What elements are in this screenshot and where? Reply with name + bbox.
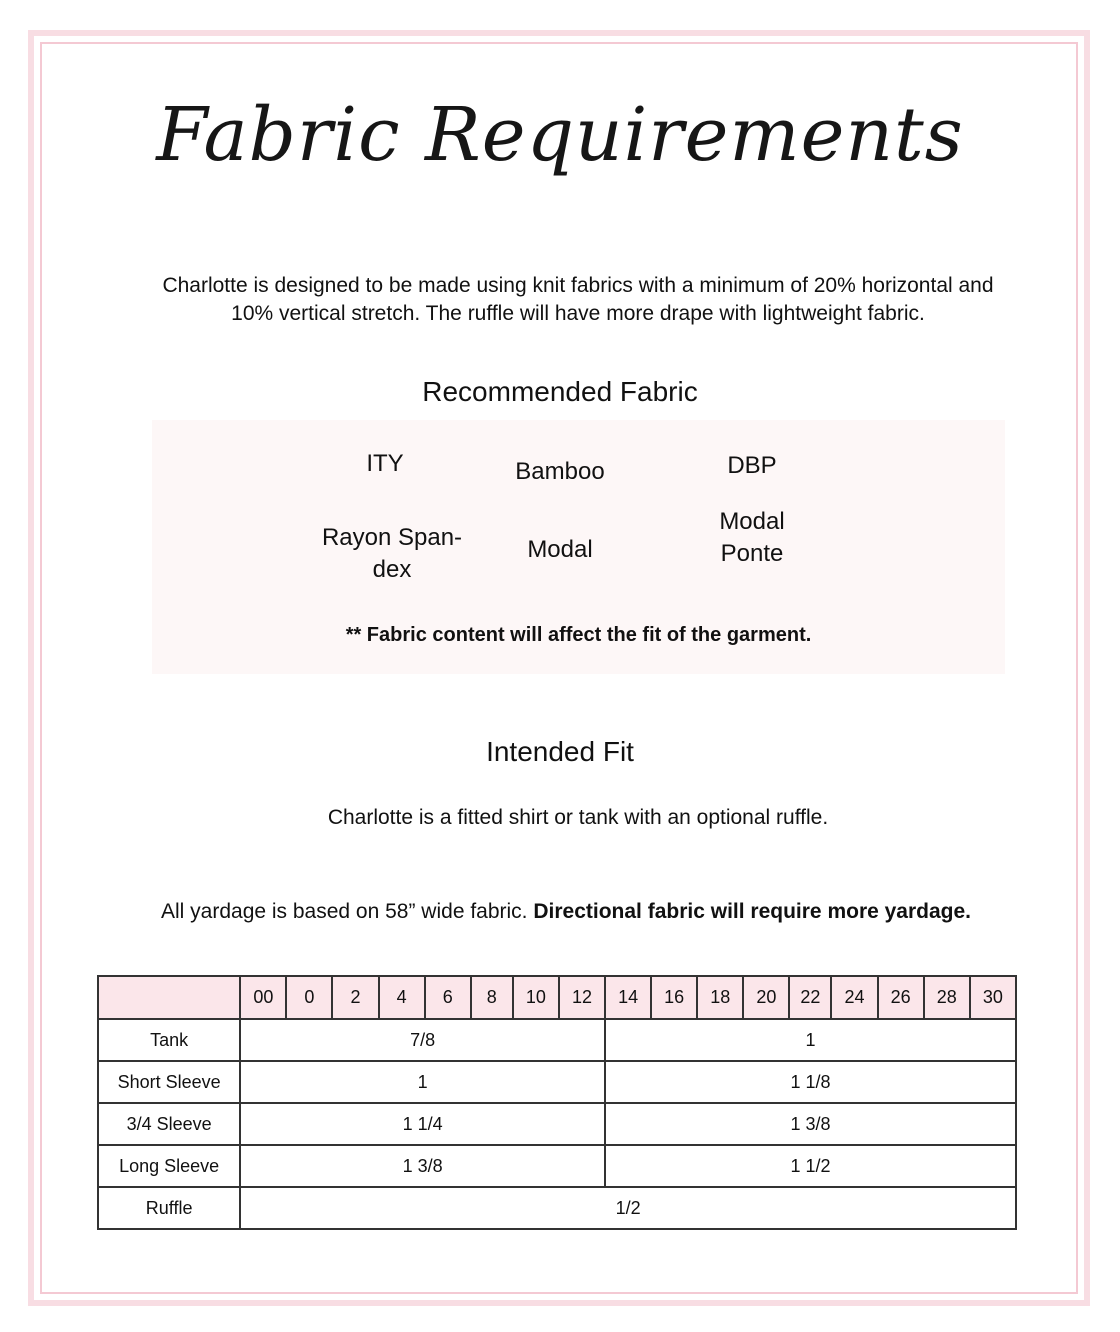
size-header-cell: 4: [379, 976, 425, 1019]
size-header-cell: 30: [970, 976, 1016, 1019]
header-corner-cell: [98, 976, 240, 1019]
size-header-cell: 10: [513, 976, 559, 1019]
table-row: [98, 1019, 1016, 1061]
recommended-fabric-panel: [152, 420, 1005, 674]
size-header-cell: 14: [605, 976, 651, 1019]
size-header-cell: 28: [924, 976, 970, 1019]
yardage-cell: 1 1/2: [605, 1145, 1016, 1187]
intro-paragraph: Charlotte is designed to be made using knit fabrics with a minimum of 20% horizontal and 10% vertical stretch. The ruffle will have more drape with lightweight fabric.: [162, 274, 994, 325]
yardage-cell: 1/2: [240, 1187, 1016, 1229]
yardage-table: [97, 975, 1017, 1230]
table-row: [98, 1187, 1016, 1229]
fabric-content-note: ** Fabric content will affect the fit of the garment.: [345, 624, 812, 646]
size-header-cell: 00: [240, 976, 286, 1019]
row-label: Long Sleeve: [98, 1145, 240, 1187]
size-header-cell: 18: [697, 976, 743, 1019]
row-label: Short Sleeve: [98, 1061, 240, 1103]
fabric-item: Modal Ponte: [719, 508, 785, 567]
size-header-cell: 22: [789, 976, 831, 1019]
fabric-item: DBP: [727, 452, 777, 479]
fabric-item: Bamboo: [515, 458, 605, 485]
row-label: Ruffle: [98, 1187, 240, 1229]
yardage-cell: 1 1/8: [605, 1061, 1016, 1103]
row-label: Tank: [98, 1019, 240, 1061]
size-header-cell: 26: [878, 976, 924, 1019]
size-header-cell: 6: [425, 976, 471, 1019]
size-header-row: [98, 976, 1016, 1019]
table-row: [98, 1145, 1016, 1187]
size-header-cell: 2: [332, 976, 378, 1019]
yardage-cell: 1 3/8: [240, 1145, 605, 1187]
size-header-cell: 24: [831, 976, 877, 1019]
fabric-item: Modal: [527, 536, 593, 563]
size-header-cell: 0: [286, 976, 332, 1019]
fabric-item: ITY: [366, 450, 404, 477]
fabric-item: Rayon Span-dex: [321, 524, 463, 583]
size-header-cell: 16: [651, 976, 697, 1019]
size-header-cell: 8: [471, 976, 513, 1019]
yardage-note-bold: Directional fabric will require more yardage.: [533, 900, 972, 923]
yardage-cell: 1 1/4: [240, 1103, 605, 1145]
yardage-cell: 7/8: [240, 1019, 605, 1061]
yardage-cell: 1 3/8: [605, 1103, 1016, 1145]
row-label: 3/4 Sleeve: [98, 1103, 240, 1145]
size-header-cell: 12: [559, 976, 605, 1019]
table-row: [98, 1061, 1016, 1103]
page-title: Fabric Requirements: [156, 92, 964, 178]
yardage-note-plain: All yardage is based on 58” wide fabric.: [160, 900, 534, 923]
yardage-cell: 1: [240, 1061, 605, 1103]
recommended-fabric-heading: Recommended Fabric: [422, 376, 698, 407]
intended-fit-text: Charlotte is a fitted shirt or tank with an optional ruffle.: [327, 806, 829, 829]
yardage-cell: 1: [605, 1019, 1016, 1061]
size-header-cell: 20: [743, 976, 789, 1019]
table-row: [98, 1103, 1016, 1145]
yardage-note: [0, 900, 1120, 924]
intended-fit-heading: Intended Fit: [486, 736, 634, 767]
